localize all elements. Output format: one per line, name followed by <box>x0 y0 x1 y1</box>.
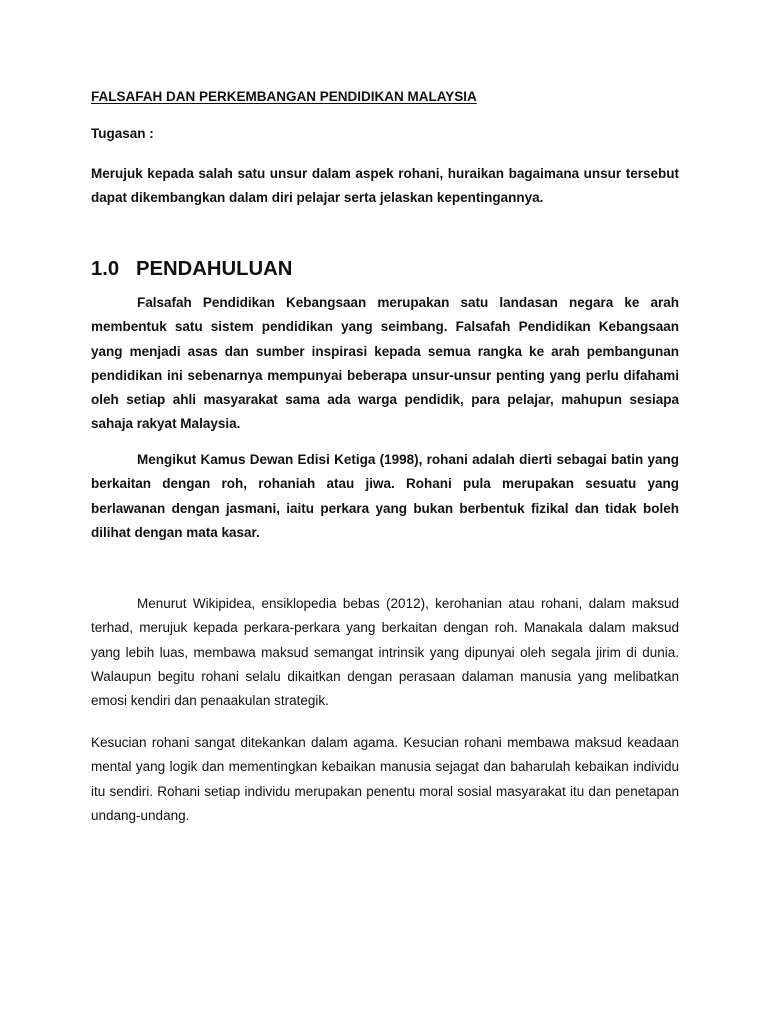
task-text: Merujuk kepada salah satu unsur dalam aspek rohani, huraikan bagaimana unsur tersebut dapat dikembangkan dalam diri pelajar serta jelaskan kepentingannya. <box>91 166 679 205</box>
section-heading <box>91 258 292 281</box>
document-title: FALSAFAH DAN PERKEMBANGAN PENDIDIKAN MALAYSIA <box>91 89 477 104</box>
section-title: PENDAHULUAN <box>136 258 293 280</box>
paragraph-falsafah-pendidikan: Falsafah Pendidikan Kebangsaan merupakan satu landasan negara ke arah membentuk satu sistem pendidikan yang seimbang. Falsafah Pendidikan Kebangsaan yang menjadi asas dan sumber inspirasi kepada semua rangka ke arah pembangunan pendidikan ini sebenarnya mempunyai beberapa unsur-unsur penting yang perlu difahami oleh setiap ahli masyarakat sama ada warga pendidik, para pelajar, mahupun sesiapa sahaja rakyat Malaysia. <box>91 295 679 432</box>
paragraph-wikipedia-definition: Menurut Wikipidea, ensiklopedia bebas (2012), kerohanian atau rohani, dalam maksud terhad, merujuk kepada perkara-perkara yang berkaitan dengan roh. Manakala dalam maksud yang lebih luas, membawa maksud semangat intrinsik yang dipunyai oleh segala jirim di dunia. Walaupun begitu rohani selalu dikaitkan dengan perasaan dalaman manusia yang melibatkan emosi kendiri dan penaakulan strategik. <box>91 596 679 709</box>
section-number: 1.0 <box>91 258 120 280</box>
paragraph-kesucian-rohani: Kesucian rohani sangat ditekankan dalam agama. Kesucian rohani membawa maksud keadaan mental yang logik dan mementingkan kebaikan manusia sejagat dan baharulah kebaikan individu itu sendiri. Rohani setiap individu merupakan penentu moral sosial masyarakat itu dan penetapan undang-undang. <box>91 735 679 823</box>
task-label: Tugasan : <box>91 126 154 141</box>
paragraph-kamus-dewan: Mengikut Kamus Dewan Edisi Ketiga (1998), rohani adalah dierti sebagai batin yang berkaitan dengan roh, rohaniah atau jiwa. Rohani pula merupakan sesuatu yang berlawanan dengan jasmani, iaitu perkara yang bukan berbentuk fizikal dan tidak boleh dilihat dengan mata kasar. <box>91 452 679 540</box>
